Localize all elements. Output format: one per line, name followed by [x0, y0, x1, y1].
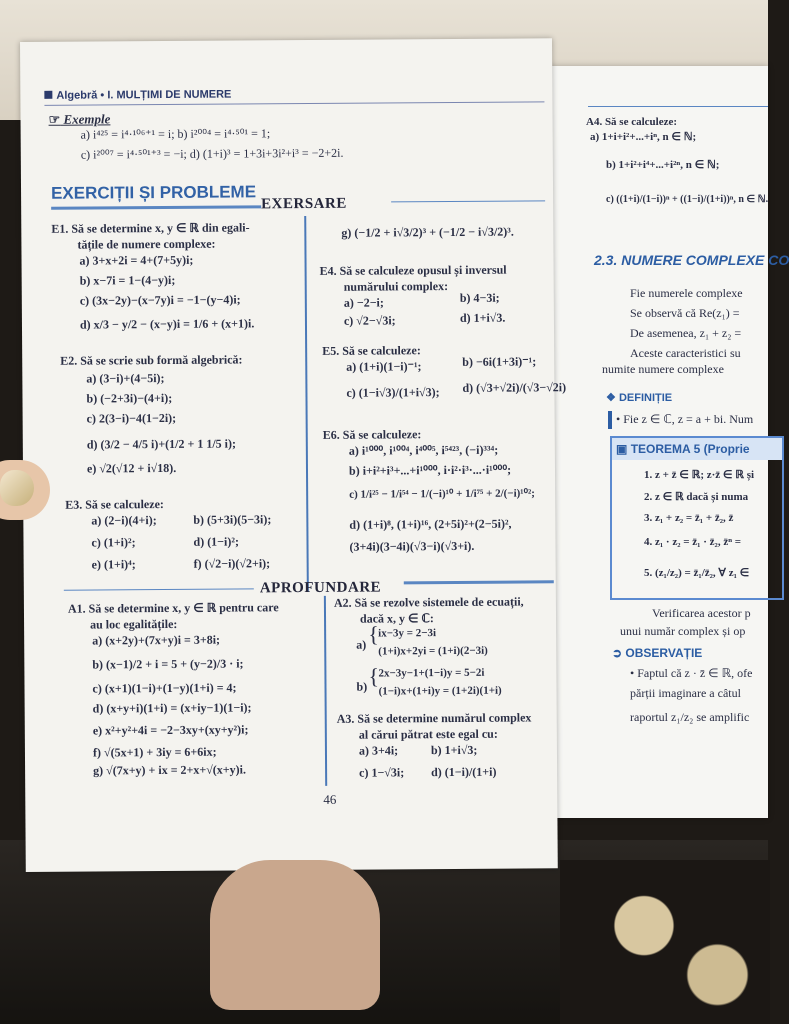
- a2-a-eq2: (1+i)x+2yi = (1+i)(2−3i): [378, 644, 488, 658]
- right-p1: Fie numerele complexe: [630, 286, 743, 300]
- e3-c: c) (1+i)²;: [91, 535, 136, 550]
- e1-d: d) x/3 − y/2 − (x−y)i = 1/6 + (x+1)i.: [79, 316, 255, 332]
- e4-a: a) −2−i;: [343, 295, 384, 310]
- e2-d: d) (3/2 − 4/5 i)+(1/2 + 1 1/5 i);: [86, 436, 237, 452]
- a2-a-eq1: ix−3y = 2−3i: [378, 627, 437, 640]
- e4-d: d) 1+i√3.: [459, 310, 506, 325]
- e6-c: c) 1/i²⁵ − 1/i⁵⁴ − 1/(−i)¹⁰ + 1/i⁷⁵ + 2/(−i)¹⁰²;: [349, 487, 535, 501]
- square-icon: ▣: [616, 442, 628, 456]
- a1-a: a) (x+2y)+(7x+y)i = 3+8i;: [92, 632, 221, 648]
- a2-b-brace: {: [368, 663, 380, 689]
- a1-title: A1. Să se determine x, y ∈ ℝ pentru care: [67, 600, 279, 616]
- verificare-line-1: Verificarea acestor p: [652, 606, 751, 620]
- definitie-bar: [608, 411, 612, 429]
- a2-b-label: b): [356, 679, 368, 694]
- a4-a: a) 1+i+i²+...+iⁿ, n ∈ ℕ;: [590, 131, 697, 143]
- a3-title: A3. Să se determine numărul complex: [336, 710, 532, 726]
- teorema-label: TEOREMA 5 (Proprie: [630, 442, 750, 456]
- e6-title: E6. Să se calculeze:: [322, 427, 422, 442]
- a3-b: b) 1+i√3;: [430, 742, 478, 758]
- e6-d: d) (1+i)⁸, (1+i)¹⁶, (2+5i)²+(2−5i)²,: [349, 516, 512, 532]
- aprofundare-rule-left: [64, 588, 254, 590]
- e3-b: b) (5+3i)(5−3i);: [193, 512, 272, 527]
- a2-title: A2. Să se rezolve sistemele de ecuații,: [333, 594, 524, 610]
- a1-c: c) (x+1)(1−i)+(1−y)(1+i) = 4;: [92, 680, 237, 696]
- a3-a: a) 3+4i;: [358, 743, 399, 758]
- example-line-c: c) i²⁰⁰⁷ = i⁴·⁵⁰¹⁺³ = −i; d) (1+i)³ = 1+3i+3i²+i³ = −2+2i.: [80, 145, 344, 162]
- a3-d: d) (1−i)/(1+i): [431, 764, 497, 780]
- header-square-icon: [44, 91, 52, 99]
- e1-title: E1. Să se determine x, y ∈ ℝ din egali-: [51, 220, 250, 236]
- a1-b: b) (x−1)/2 + i = 5 + (y−2)/3 · i;: [92, 656, 244, 672]
- definitie-heading: [606, 391, 672, 404]
- e4-b: b) 4−3i;: [459, 290, 500, 305]
- column-divider-bottom: [324, 596, 327, 786]
- right-page: [548, 66, 789, 818]
- e2-a: a) (3−i)+(4−5i);: [86, 370, 165, 386]
- e4-c: c) √2−√3i;: [343, 313, 396, 328]
- definitie-label: DEFINIȚIE: [618, 392, 673, 404]
- a4-b: b) 1+i²+i⁴+...+i²ⁿ, n ∈ ℕ;: [606, 159, 720, 171]
- e2-b: b) (−2+3i)−(4+i);: [86, 390, 173, 406]
- a1-g: g) √(7x+y) + ix = 2+x+√(x+y)i.: [93, 762, 246, 778]
- e4-title-2: numărului complex:: [343, 279, 449, 294]
- header-rule: [44, 101, 544, 105]
- a2-title-2: dacă x, y ∈ ℂ:: [359, 611, 434, 626]
- exersare-rule-right: [391, 200, 545, 202]
- a1-title-2: au loc egalitățile:: [90, 616, 178, 632]
- teorema-item-5: 5. (z₁/z₂) = z̄₁/z̄₂, ∀ z₁ ∈: [644, 567, 750, 579]
- e1-a: a) 3+x+2i = 4+(7+5y)i;: [79, 252, 194, 268]
- teorema-item-3: 3. z₁ + z₂ = z̄₁ + z̄₂, z̄: [644, 512, 734, 524]
- teorema-title: [616, 442, 750, 456]
- right-top-rule: [588, 106, 768, 107]
- teorema-item-2: 2. z ∈ ℝ dacă și numa: [644, 491, 749, 503]
- page-number: 46: [323, 791, 337, 807]
- section-title: EXERCIȚII ȘI PROBLEME: [50, 182, 257, 203]
- right-section-title: 2.3. NUMERE COMPLEXE CO: [594, 252, 789, 268]
- left-page: [20, 38, 567, 872]
- observatie-heading: [612, 646, 702, 660]
- e1-b: b) x−7i = 1−(4−y)i;: [79, 272, 176, 288]
- e6-a: a) i¹⁰⁰⁰, i¹⁰⁰⁴, i⁴⁰⁰⁵, i⁵⁴²³, (−i)³³⁴;: [348, 442, 499, 458]
- e2-title: E2. Să se scrie sub formă algebrică:: [60, 352, 243, 368]
- a2-b-eq2: (1−i)x+(1+i)y = (1+2i)(1+i): [378, 684, 502, 698]
- e3-a: a) (2−i)(4+i);: [91, 513, 157, 528]
- page-header: [44, 89, 231, 102]
- a2-a-brace: {: [368, 621, 379, 647]
- e5-title: E5. Să se calculeze:: [322, 343, 421, 358]
- observatie-line-1: • Faptul că z · z̄ ∈ ℝ, ofe: [630, 666, 753, 680]
- e2-e: e) √2(√12 + i√18).: [86, 460, 177, 476]
- verificare-line-2: unui număr complex și op: [620, 624, 746, 638]
- e6-e: (3+4i)(3−4i)(√3−i)(√3+i).: [349, 538, 475, 554]
- exersare-heading: EXERSARE: [261, 195, 347, 213]
- a3-title-2: al cărui pătrat este egal cu:: [358, 726, 498, 742]
- e3-title: E3. Să se calculeze:: [65, 497, 164, 512]
- observatie-label: OBSERVAȚIE: [625, 646, 703, 660]
- e5-a: a) (1+i)(1−i)⁻¹;: [346, 359, 422, 374]
- e1-g: g) (−1/2 + i√3/2)³ + (−1/2 − i√3/2)³.: [341, 224, 514, 240]
- a2-b-eq1: 2x−3y−1+(1−i)y = 5−2i: [378, 666, 485, 680]
- examples-label: Exemple: [63, 111, 111, 127]
- fingernail: [0, 470, 34, 506]
- e3-d: d) (1−i)²;: [193, 534, 239, 549]
- patterned-fabric: [560, 860, 770, 1024]
- column-divider-top: [304, 216, 309, 592]
- arrow-circle-icon: ➲: [612, 646, 623, 660]
- section-underline: [51, 205, 261, 209]
- e3-e: e) (1+i)⁴;: [91, 557, 136, 572]
- a1-e: e) x²+y²+4i = −2−3xy+(xy+y²)i;: [92, 722, 249, 738]
- a2-a-label: a): [356, 637, 367, 652]
- examples-title: [48, 111, 110, 127]
- e1-c: c) (3x−2y)−(x−7y)i = −1−(y−4)i;: [79, 292, 241, 308]
- e1-title-2: tățile de numere complexe:: [77, 236, 216, 252]
- a3-c: c) 1−√3i;: [359, 765, 405, 780]
- e5-c: c) (1−i√3)/(1+i√3);: [346, 385, 440, 400]
- observatie-line-3: raportul z₁/z₂ se amplific: [630, 710, 750, 724]
- e4-title: E4. Să se calculeze opusul și inversul: [319, 262, 507, 278]
- a4-c: c) ((1+i)/(1−i))ⁿ + ((1−i)/(1+i))ⁿ, n ∈ ℕ.: [606, 194, 769, 205]
- e2-c: c) 2(3−i)−4(1−2i);: [86, 410, 177, 426]
- aprofundare-heading: APROFUNDARE: [259, 579, 382, 597]
- diamond-icon: ❖: [606, 392, 616, 404]
- header-text: Algebră • I. MULȚIMI DE NUMERE: [56, 88, 232, 102]
- observatie-line-2: părții imaginare a câtul: [630, 686, 741, 700]
- e5-d: d) (√3+√2i)/(√3−√2i): [462, 380, 567, 395]
- a1-f: f) √(5x+1) + 3iy = 6+6ix;: [92, 744, 217, 760]
- bottom-hand: [210, 860, 380, 1010]
- e5-b: b) −6i(1+3i)⁻¹;: [462, 354, 537, 369]
- e6-b: b) i+i²+i³+...+i¹⁰⁰⁰, i·i²·i³·...·i¹⁰⁰⁰;: [348, 462, 512, 478]
- teorema-item-1: 1. z + z̄ ∈ ℝ; z·z̄ ∈ ℝ și: [644, 469, 755, 481]
- right-p4: Aceste caracteristici su: [630, 346, 741, 360]
- right-p3: De asemenea, z₁ + z₂ =: [630, 326, 742, 340]
- right-p2: Se observă că Re(z₁) =: [630, 306, 740, 320]
- a1-d: d) (x+y+i)(1+i) = (x+iy−1)(1−i);: [92, 700, 252, 716]
- teorema-item-4: 4. z₁ · z₂ = z̄₁ · z̄₂, z̄ⁿ =: [644, 536, 742, 548]
- a4-title: A4. Să se calculeze:: [586, 116, 678, 128]
- aprofundare-rule-right: [404, 580, 554, 584]
- example-line-a: a) i⁴²⁵ = i⁴·¹⁰⁶⁺¹ = i; b) i²⁰⁰⁴ = i⁴·⁵⁰¹ = 1;: [80, 126, 271, 142]
- definitie-text: • Fie z ∈ ℂ, z = a + bi. Num: [616, 412, 754, 426]
- e3-f: f) (√2−i)(√2+i);: [193, 556, 271, 571]
- hand-pointer-icon: ☞: [48, 111, 61, 127]
- right-p5: numite numere complexe: [602, 362, 724, 376]
